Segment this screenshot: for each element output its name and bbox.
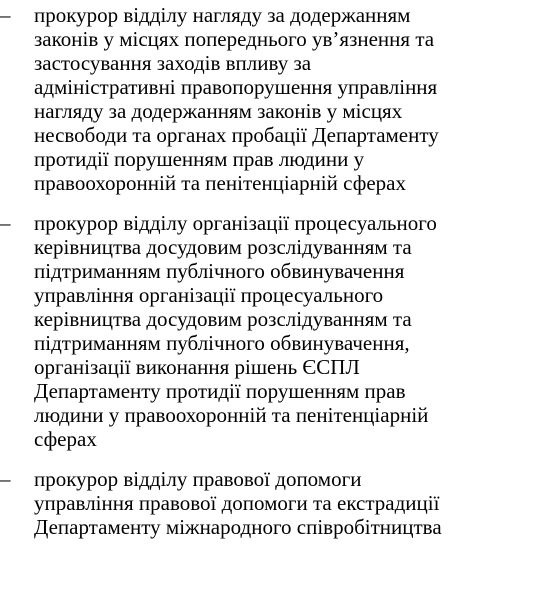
text-line: управління правової допомоги та екстрадиції xyxy=(34,491,440,515)
text-line: Департаменту протидії порушенням прав xyxy=(34,379,406,403)
list-dash: – xyxy=(0,211,11,235)
list-item-text xyxy=(33,467,551,539)
text-line: адміністративні правопорушення управління xyxy=(34,75,438,99)
text-line: управління організації процесуального xyxy=(34,283,384,307)
list-dash: – xyxy=(0,467,11,491)
text-line: протидії порушенням прав людини у xyxy=(34,147,365,171)
text-line: підтриманням публічного обвинувачення, xyxy=(34,331,410,355)
list-item xyxy=(0,211,551,451)
text-line: сферах xyxy=(34,427,97,451)
text-line: застосування заходів впливу за xyxy=(34,51,312,75)
text-line: керівництва досудовим розслідуванням та xyxy=(34,235,412,259)
list-item xyxy=(0,3,551,195)
list-item xyxy=(0,467,551,539)
list-item-text xyxy=(33,3,551,195)
document-page xyxy=(0,3,551,596)
text-line: прокурор відділу організації процесуального xyxy=(34,211,437,235)
text-line: керівництва досудовим розслідуванням та xyxy=(34,307,412,331)
text-line: людини у правоохоронній та пенітенціарній xyxy=(34,403,429,427)
text-line: нагляду за додержанням законів у місцях xyxy=(34,99,403,123)
text-line: підтриманням публічного обвинувачення xyxy=(34,259,405,283)
text-line: законів у місцях попереднього ув’язнення та xyxy=(34,27,435,51)
text-line: прокурор відділу нагляду за додержанням xyxy=(34,3,411,27)
list-item-text xyxy=(33,211,551,451)
text-line: організації виконання рішень ЄСПЛ xyxy=(34,355,360,379)
text-line: Департаменту міжнародного співробітництва xyxy=(34,515,442,539)
text-line: правоохоронній та пенітенціарній сферах xyxy=(34,171,406,195)
text-line: несвободи та органах пробації Департаменту xyxy=(34,123,439,147)
list-dash: – xyxy=(0,3,11,27)
text-line: прокурор відділу правової допомоги xyxy=(34,467,362,491)
